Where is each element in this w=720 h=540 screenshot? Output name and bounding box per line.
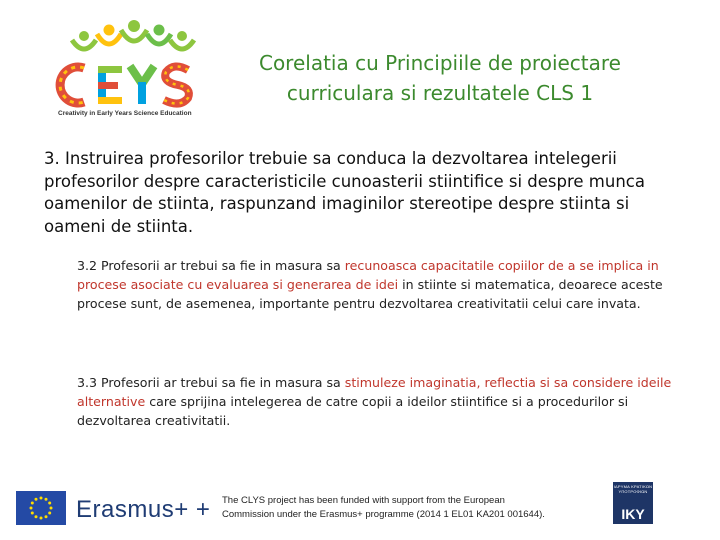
ceys-logo-graphic (54, 16, 214, 116)
iky-name: IKY (621, 506, 645, 522)
iky-logo (613, 482, 653, 524)
funding-line-1: The CLYS project has been funded with support from the European (222, 495, 505, 506)
subpoint-3-2 (77, 256, 687, 313)
eu-flag-icon (16, 491, 66, 525)
subpoint-highlight: stimuleze imaginatia, reflectia si sa considere ideile alternative (77, 375, 672, 409)
title-line-2: curriculara si rezultatele CLS 1 (286, 81, 594, 105)
subpoint-highlight: recunoasca capacitatile copiilor de a se implica in procese asociate cu evaluarea si generarea de idei (77, 258, 659, 292)
slide-title (240, 48, 640, 108)
funding-line-2: Commission under the Erasmus+ programme (2014 1 EL01 KA201 001644). (222, 509, 545, 520)
title-line-1: Corelatia cu Principiile de proiectare (258, 51, 621, 75)
subpoint-3-3 (77, 373, 687, 430)
subpoint-suffix: care sprijina intelegerea de catre copii a ideilor stiintifice si a procedurilor si dezvoltarea creativitatii. (77, 394, 629, 428)
main-point: 3. Instruirea profesorilor trebuie sa conduca la dezvoltarea intelegerii profesorilor despre caracteristicile cunoasterii stiintifice si despre munca oamenilor de stiinta, raspunzand imaginilor stereotipe despre stiinta si oameni de stiinta. (44, 149, 645, 236)
erasmus-logo-text: Erasmus+ + (76, 496, 211, 523)
eu-stars-icon (16, 491, 66, 525)
iky-tagline: ΙΔΡΥΜΑ ΚΡΑΤΙΚΩΝ ΥΠΟΤΡΟΦΙΩΝ (613, 484, 653, 494)
children-figures-icon (72, 20, 194, 49)
ceys-letters (60, 66, 189, 104)
subpoint-prefix: 3.3 Profesorii ar trebui sa fie in masura sa (77, 375, 345, 390)
logo-tagline: Creativity in Early Years Science Education (58, 110, 192, 117)
funding-statement (222, 494, 602, 522)
subpoint-prefix: 3.2 Profesorii ar trebui sa fie in masura sa (77, 258, 345, 273)
subpoint-suffix: in stiinte si matematica, deoarece aceste procese sunt, de asemenea, importante pentru dezvoltarea creativitatii celui care invata. (77, 277, 663, 311)
